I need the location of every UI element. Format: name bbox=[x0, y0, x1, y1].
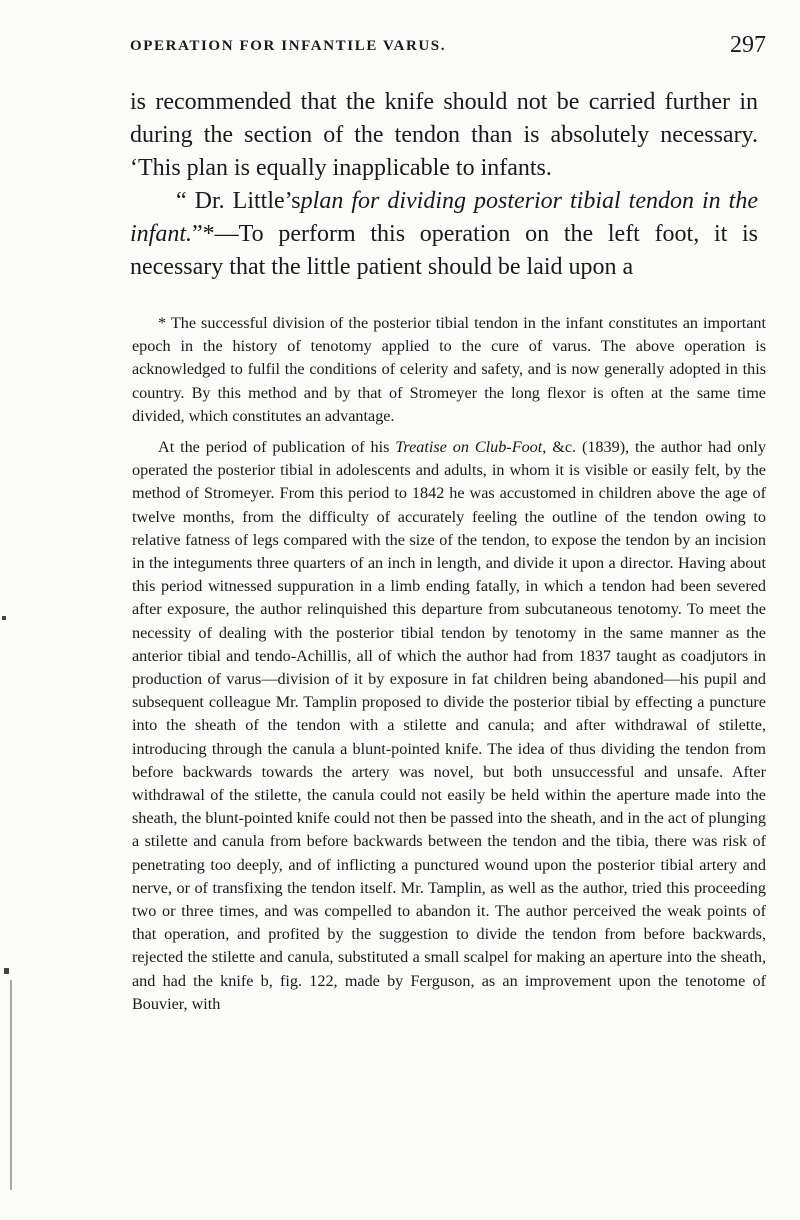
book-title: Treatise on Club-Foot, bbox=[395, 438, 547, 457]
footnote-paragraph: * The successful division of the posterior tibial tendon in the infant constitutes an important epoch in the history of tenotomy applied to the cure of varus. The above operation is acknowledged to fulfil the conditions of celerity and safety, and is now generally adopted in this country. By this method and by that of Stromeyer the long flexor is often at the same time divided, which constitutes an advantage. bbox=[132, 314, 766, 425]
italic-heading: plan for dividing posterior tibial tendon in the infant. bbox=[130, 188, 758, 247]
footnote-text: &c. (1839), the author had only operated the posterior tibial in adolescents and adults, in whom it is visible or easily felt, by the method of Stromeyer. From this period to 1842 he was accustomed in children above the age of twelve months, from the difficulty of accurately feeling the outline of the tendon owing to relative fatness of legs compared with the size of the tendon, to expose the tendon by an incision in the integuments three quarters of an inch in length, and divide it upon a director. Having about this period witnessed suppuration in a limb ending fatally, in which a tendon had been severed after exposure, the author relinquished this departure from subcutaneous tenotomy. To meet the necessity of dealing with the posterior tibial tendon by tenotomy in the same manner as the anterior tibial and tendo-Achillis, all of which the author had from 1837 taught as coadjutors in production of varus—division of it by exposure in fat children being abandoned—his pupil and subsequent colleague Mr. Tamplin proposed to divide the posterior tibial by effecting a puncture into the sheath of the tendon with a stilette and canula; and after withdrawal of stilette, introducing through the canula a blunt-pointed knife. The idea of thus dividing the tendon from before backwards towards the artery was novel, but both unsuccessful and unsafe. After withdrawal of the stilette, the canula could not easily be held within the aperture made into the sheath, the blunt-pointed knife could not then be passed into the sheath, and in the act of plunging a stilette and canula from before backwards between the tendon and the tibia, there was risk of penetrating too deeply, and of inflicting a punctured wound upon the posterior tibial artery and nerve, or of transfixing the tendon itself. Mr. Tamplin, as well as the author, tried this proceeding two or three times, and was compelled to abandon it. The author perceived the weak points of that operation, and profited by the suggestion to divide the tendon from before backwards, rejected the stilette and canula, substituted a small scalpel for making an aperture into the sheath, and had the knife b, fig. 122, made by Ferguson, as an improvement upon the tenotome of Bouvier, with bbox=[132, 438, 767, 1013]
footnote-paragraph bbox=[132, 436, 766, 1016]
running-title: OPERATION FOR INFANTILE VARUS. bbox=[130, 38, 447, 54]
paragraph-continuation: ”*—To perform this operation on the left foot, it is necessary that the little patient should be laid upon a bbox=[130, 221, 758, 280]
main-text bbox=[130, 86, 758, 284]
main-paragraph bbox=[130, 185, 758, 284]
scan-edge-mark bbox=[4, 968, 9, 974]
scan-edge-mark bbox=[2, 616, 6, 620]
page-header bbox=[0, 34, 766, 68]
footnote-text: At the period of publication of his bbox=[158, 438, 396, 457]
scan-edge-mark bbox=[10, 980, 12, 1190]
footnote bbox=[132, 312, 766, 1016]
main-paragraph: is recommended that the knife should not be carried further in during the section of the tendon than is absolutely necessary. ‘This plan is equally inapplicable to infants. bbox=[130, 89, 758, 181]
page-number: 297 bbox=[730, 32, 766, 58]
paragraph-opening: “ Dr. Little’s bbox=[176, 188, 301, 214]
